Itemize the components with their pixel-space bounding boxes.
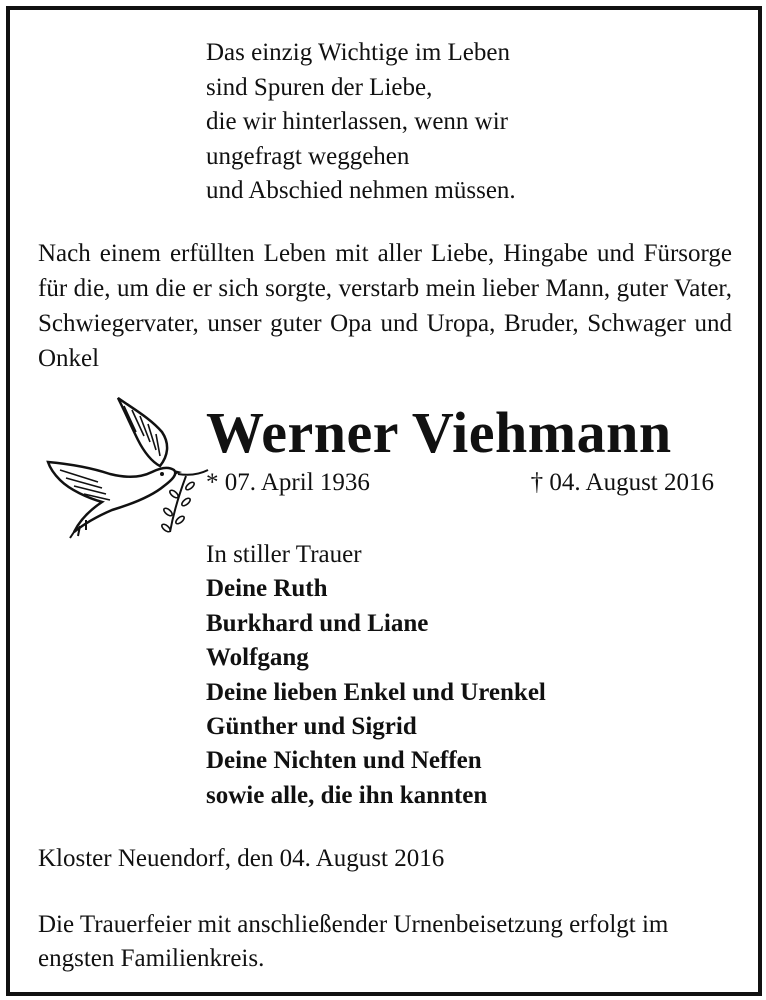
place-and-date: Kloster Neuendorf, den 04. August 2016 (38, 845, 445, 872)
poem-line: die wir hinterlassen, wenn wir (206, 108, 509, 135)
mourner-name: sowie alle, die ihn kannten (206, 781, 488, 809)
mourners-list (206, 538, 546, 813)
poem-line: ungefragt weggehen (206, 142, 410, 170)
intro-text: Nach einem erfüllten Leben mit aller Liebe, Hingabe und Fürsorge für die, um die er sich sorgte, verstarb mein lieber Mann, guter Vater, Schwiegervater, unser guter Opa und Uropa, Bruder, Schwager und Onkel (38, 240, 732, 372)
death-date: † 04. August 2016 (530, 469, 714, 496)
poem-line: Das einzig Wichtige im Leben (206, 39, 510, 66)
obituary-frame (6, 6, 762, 996)
deceased-name: Werner Viehmann (206, 400, 672, 465)
mourner-name: Deine Nichten und Neffen (206, 747, 482, 775)
service-note: Die Trauerfeier mit anschließender Urnenbeisetzung erfolgt im engsten Familienkreis. (38, 911, 669, 972)
mourner-name: Burkhard und Liane (206, 609, 429, 637)
mourner-name: Wolfgang (206, 644, 309, 672)
mourner-name: Deine Ruth (206, 575, 328, 603)
poem-line: und Abschied nehmen müssen. (206, 177, 516, 204)
dove-with-olive-branch-icon (40, 392, 210, 542)
poem-line: sind Spuren der Liebe, (206, 73, 433, 101)
birth-date: * 07. April 1936 (206, 469, 370, 496)
mourner-name: Günther und Sigrid (206, 713, 417, 741)
mourner-name: Deine lieben Enkel und Urenkel (206, 678, 546, 706)
poem (206, 36, 516, 209)
mourners-heading: In stiller Trauer (206, 541, 362, 568)
